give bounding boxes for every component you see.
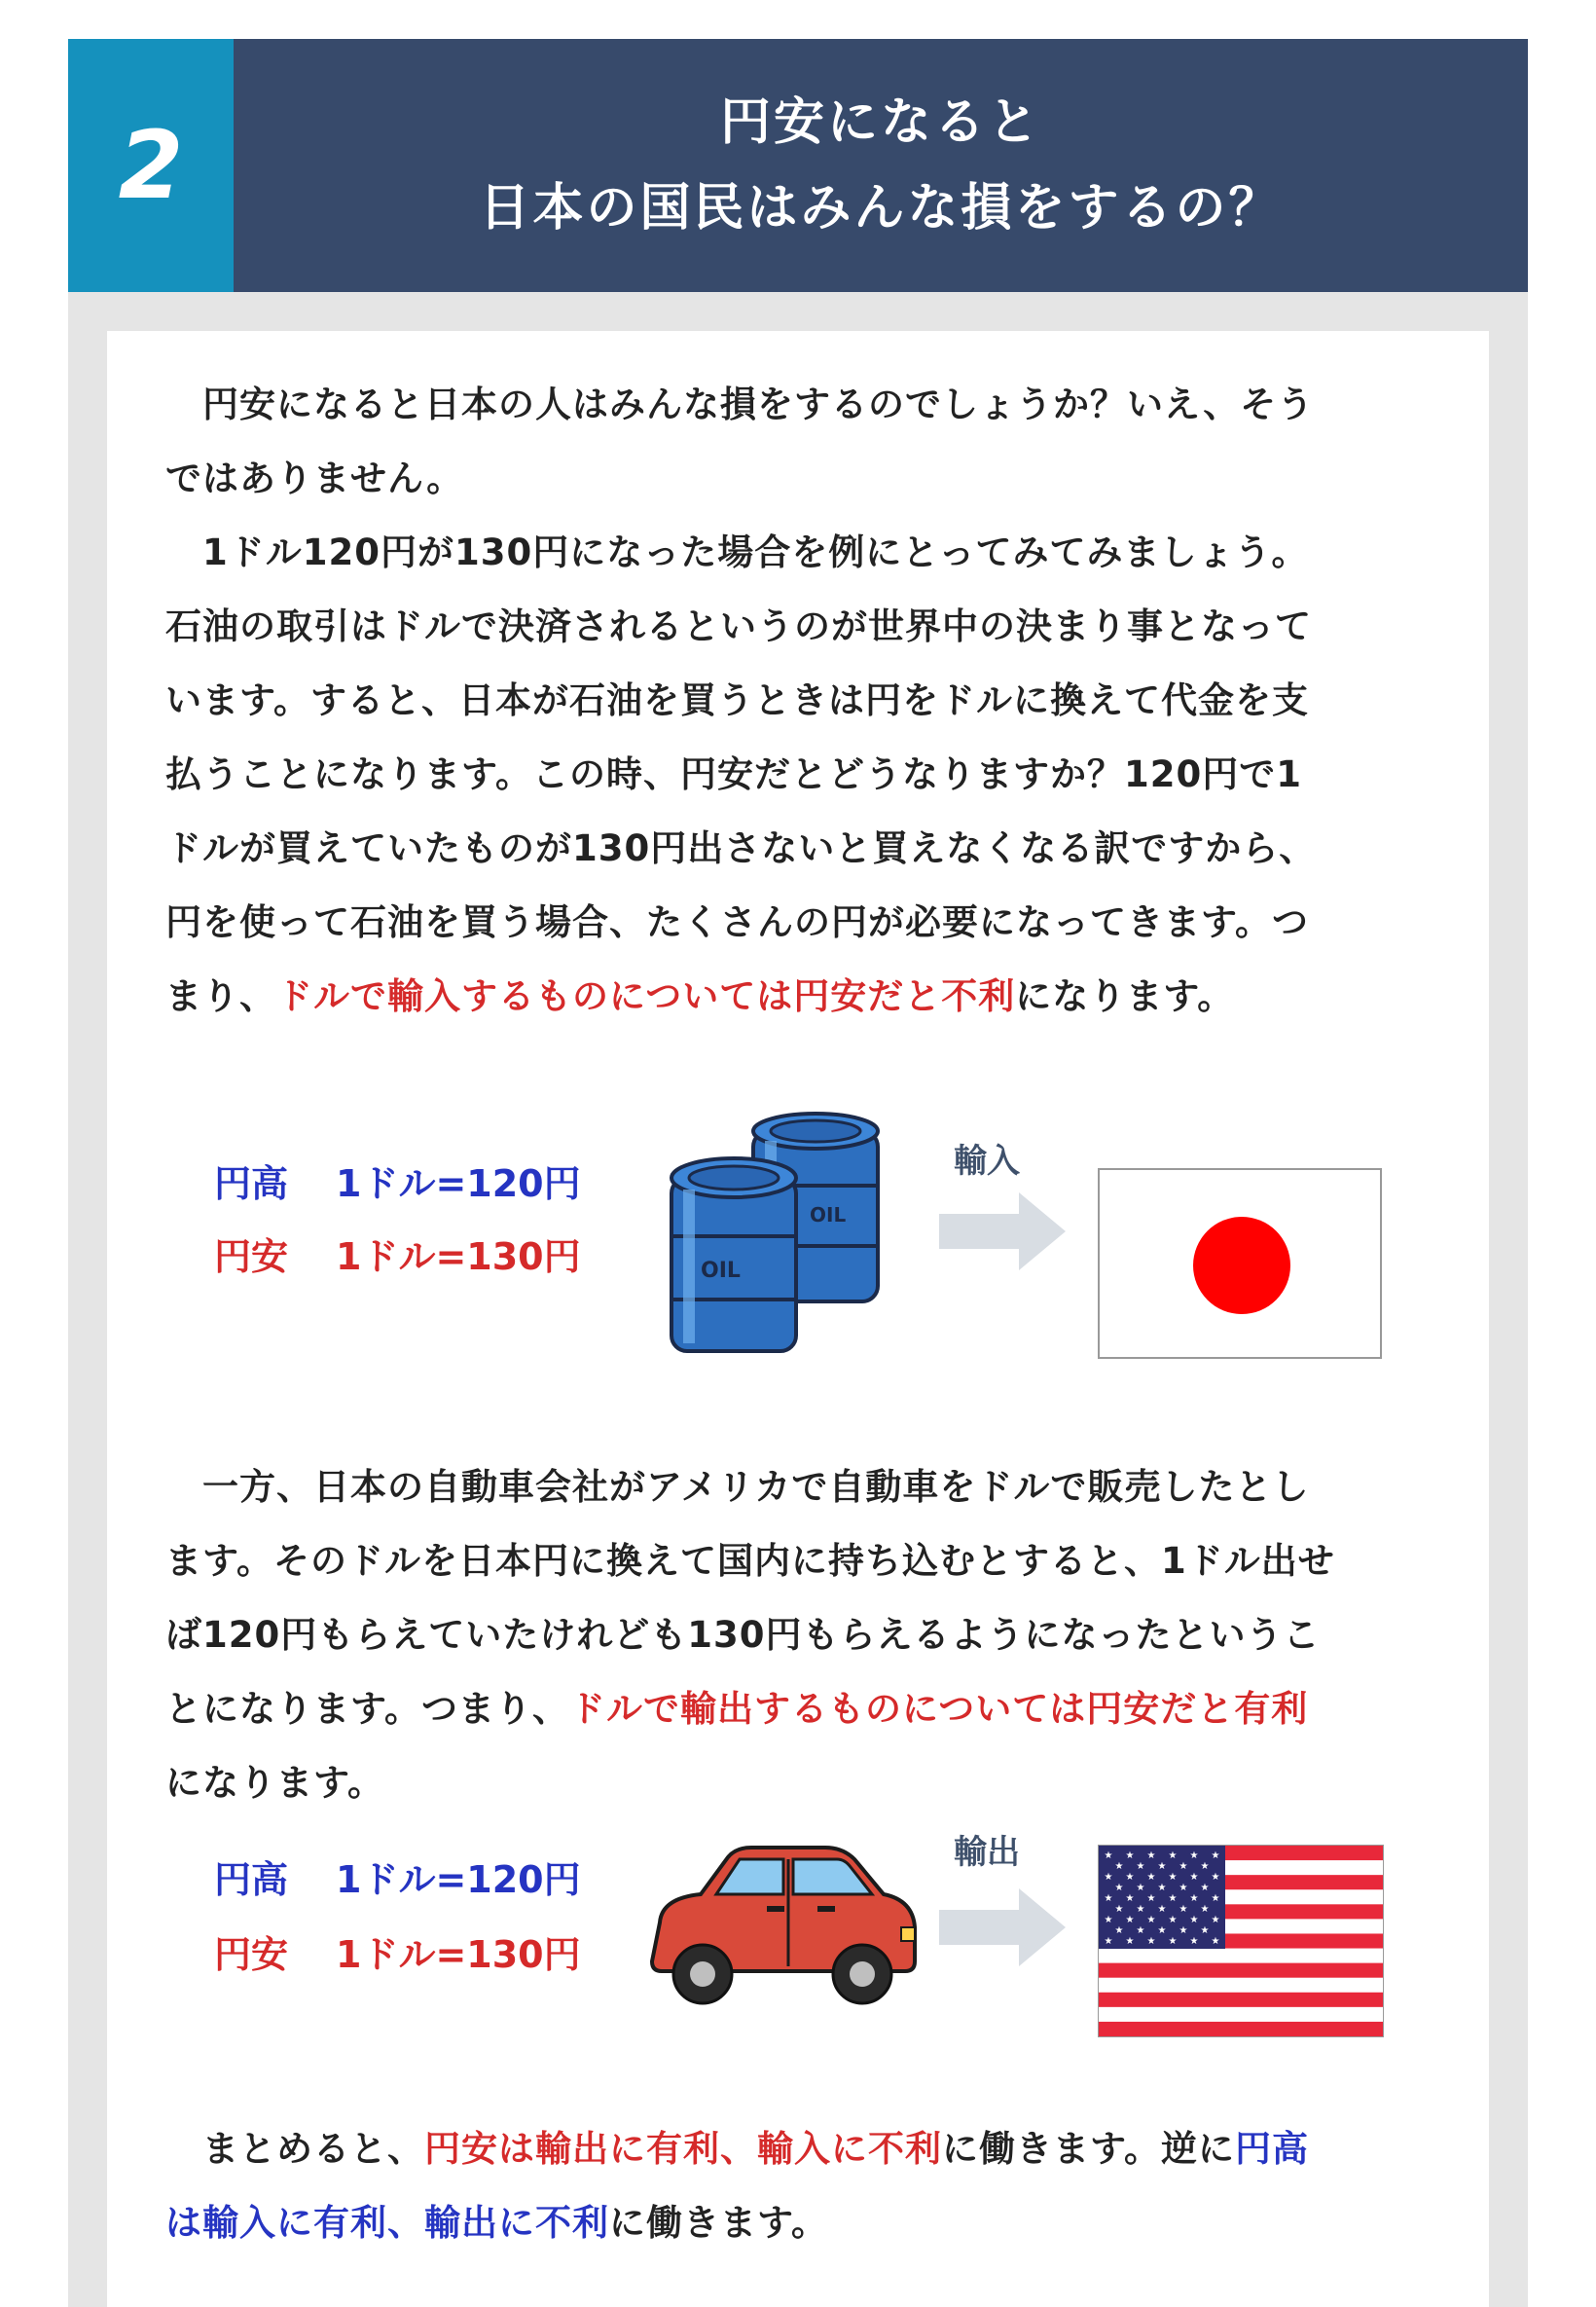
flag-star: ★ — [1104, 1893, 1113, 1904]
flag-star: ★ — [1104, 1850, 1113, 1861]
rate-value: 1ドル=130円 — [336, 1933, 581, 1976]
flag-star: ★ — [1157, 1883, 1167, 1893]
flag-star: ★ — [1168, 1893, 1178, 1904]
flag-star: ★ — [1179, 1925, 1188, 1936]
text-line: ではありません。 — [165, 458, 464, 499]
text-line: います。すると、日本が石油を買うときは円をドルに換えて代金を支 — [165, 679, 1310, 721]
flag-star: ★ — [1200, 1883, 1210, 1893]
title-line-2: 日本の国民はみんな損をするの？ — [479, 179, 1283, 238]
flag-star: ★ — [1211, 1936, 1220, 1947]
text-segment: とになります。つまり、 — [165, 1688, 570, 1730]
text-line: 払うことになります。この時、円安だとどうなりますか？120円で1 — [165, 753, 1303, 795]
oil-barrels-illustration — [664, 1110, 897, 1368]
arrow-label-import: 輸入 — [954, 1142, 1020, 1181]
text-line: 円安になると日本の人はみんな損をするのでしょうか？いえ、そう — [165, 384, 1315, 425]
text-line: 円を使って石油を買う場合、たくさんの円が必要になってきます。つ — [165, 901, 1310, 943]
flag-star: ★ — [1104, 1915, 1113, 1925]
flag-stripe — [1099, 2022, 1383, 2036]
paragraph-summary — [165, 2112, 1431, 2260]
section-title — [234, 39, 1528, 292]
flag-star: ★ — [1136, 1925, 1145, 1936]
flag-star: ★ — [1146, 1915, 1156, 1925]
rate-high-import — [214, 1154, 581, 1207]
flag-star: ★ — [1125, 1893, 1135, 1904]
section-header — [68, 39, 1528, 292]
text-segment: まとめると、 — [165, 2128, 424, 2170]
flag-star: ★ — [1211, 1893, 1220, 1904]
article-card — [68, 39, 1528, 2307]
rate-value: 1ドル=120円 — [336, 1162, 581, 1205]
text-line — [165, 2112, 1431, 2186]
flag-star: ★ — [1157, 1861, 1167, 1872]
flag-star: ★ — [1146, 1893, 1156, 1904]
title-line-1: 円安になると — [719, 93, 1041, 152]
barrel-label: OIL — [810, 1203, 847, 1227]
text-segment: に働きます。逆に — [942, 2128, 1236, 2170]
text-segment: になります。 — [1015, 975, 1235, 1017]
flag-star: ★ — [1104, 1936, 1113, 1947]
highlight-strong-yen-summary: は輸入に有利、輸出に不利 — [165, 2202, 609, 2244]
highlight-export-advantage: ドルで輸出するものについては円安だと有利 — [569, 1688, 1309, 1730]
flag-star: ★ — [1125, 1872, 1135, 1883]
flag-star: ★ — [1114, 1904, 1124, 1915]
text-line: になります。 — [165, 1762, 385, 1804]
rate-label: 円高 — [214, 1162, 289, 1205]
flag-star: ★ — [1179, 1904, 1188, 1915]
flag-stripe — [1099, 1993, 1383, 2007]
flag-star: ★ — [1179, 1883, 1188, 1893]
flag-star: ★ — [1189, 1893, 1199, 1904]
text-line: 1ドル120円が130円になった場合を例にとってみてみましょう。 — [165, 531, 1309, 573]
arrow-right-icon — [939, 1888, 1066, 1966]
rate-low-import — [214, 1227, 581, 1280]
section-number-box — [68, 39, 234, 292]
paragraph-export — [165, 1450, 1431, 1820]
rate-value: 1ドル=120円 — [336, 1858, 581, 1901]
text-line: ドルが買えていたものが130円出さないと買えなくなる訳ですから、 — [165, 827, 1317, 869]
flag-star: ★ — [1168, 1915, 1178, 1925]
text-line — [165, 2186, 1431, 2260]
flag-star: ★ — [1114, 1925, 1124, 1936]
flag-star: ★ — [1125, 1936, 1135, 1947]
flag-star: ★ — [1146, 1872, 1156, 1883]
flag-star: ★ — [1200, 1861, 1210, 1872]
rate-label: 円高 — [214, 1858, 289, 1901]
rate-high-export — [214, 1849, 581, 1903]
flag-star: ★ — [1146, 1850, 1156, 1861]
flag-star: ★ — [1157, 1904, 1167, 1915]
usa-flag — [1098, 1845, 1384, 2037]
flag-star: ★ — [1189, 1850, 1199, 1861]
highlight-strong-yen: 円高 — [1235, 2128, 1310, 2170]
flag-star: ★ — [1136, 1904, 1145, 1915]
japan-flag — [1098, 1168, 1382, 1359]
flag-star: ★ — [1211, 1850, 1220, 1861]
rate-low-export — [214, 1924, 581, 1978]
text-line — [165, 1672, 1431, 1746]
content-panel — [107, 331, 1489, 2307]
rate-label: 円安 — [214, 1933, 289, 1976]
text-line: ば120円もらえていたけれども130円もらえるようになったというこ — [165, 1614, 1321, 1656]
japan-flag-sun — [1193, 1217, 1290, 1314]
oil-barrel-front — [671, 1158, 796, 1351]
flag-star: ★ — [1114, 1861, 1124, 1872]
flag-star: ★ — [1200, 1925, 1210, 1936]
flag-star: ★ — [1125, 1915, 1135, 1925]
flag-star: ★ — [1136, 1861, 1145, 1872]
flag-star: ★ — [1179, 1861, 1188, 1872]
rate-label: 円安 — [214, 1235, 289, 1278]
flag-star: ★ — [1157, 1925, 1167, 1936]
flag-star: ★ — [1114, 1883, 1124, 1893]
arrow-right-icon — [939, 1192, 1066, 1270]
text-segment: まり、 — [165, 975, 276, 1017]
flag-star: ★ — [1136, 1883, 1145, 1893]
car-wheel-rear — [833, 1945, 891, 2003]
barrel-label: OIL — [701, 1259, 741, 1283]
flag-star: ★ — [1189, 1915, 1199, 1925]
text-line: 石油の取引はドルで決済されるというのが世界中の決まり事となって — [165, 605, 1312, 647]
red-car-illustration — [642, 1830, 925, 2020]
flag-star: ★ — [1104, 1872, 1113, 1883]
text-line: ます。そのドルを日本円に換えて国内に持ち込むとすると、1ドル出せ — [165, 1540, 1335, 1582]
flag-star: ★ — [1200, 1904, 1210, 1915]
flag-star: ★ — [1168, 1936, 1178, 1947]
flag-star: ★ — [1146, 1936, 1156, 1947]
flag-star: ★ — [1211, 1872, 1220, 1883]
flag-star: ★ — [1125, 1850, 1135, 1861]
section-number: 2 — [118, 111, 184, 220]
arrow-label-export: 輸出 — [954, 1833, 1020, 1872]
text-segment: に働きます。 — [609, 2202, 829, 2244]
paragraph-import — [165, 368, 1431, 1034]
rate-value: 1ドル=130円 — [336, 1235, 581, 1278]
text-line — [165, 960, 1431, 1034]
flag-star: ★ — [1211, 1915, 1220, 1925]
flag-star: ★ — [1168, 1850, 1178, 1861]
flag-star: ★ — [1189, 1936, 1199, 1947]
flag-stripe — [1099, 1963, 1383, 1978]
car-wheel-front — [673, 1945, 732, 2003]
flag-star: ★ — [1189, 1872, 1199, 1883]
flag-star: ★ — [1168, 1872, 1178, 1883]
highlight-weak-yen-summary: 円安は輸出に有利、輸入に不利 — [424, 2128, 942, 2170]
text-line: 一方、日本の自動車会社がアメリカで自動車をドルで販売したとし — [165, 1466, 1310, 1508]
highlight-import-disadvantage: ドルで輸入するものについては円安だと不利 — [276, 975, 1016, 1017]
